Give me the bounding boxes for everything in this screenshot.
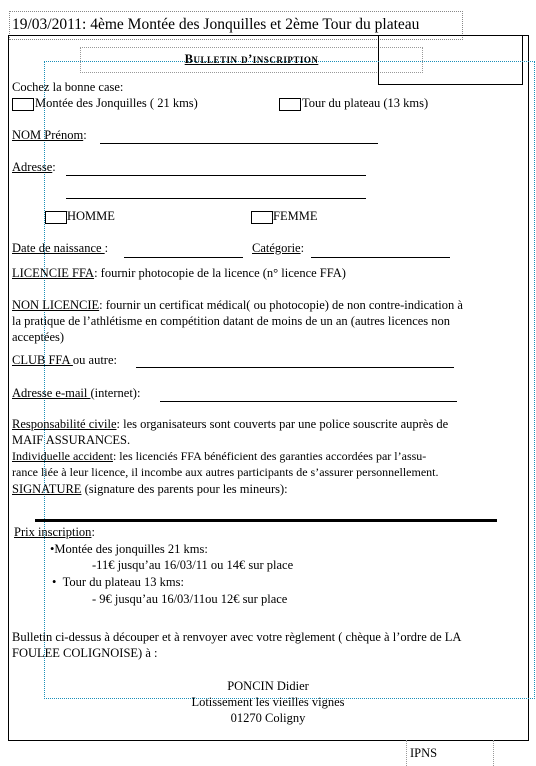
responsabilite-line-1 [12,416,448,432]
nom-label-text: NOM Prénom [12,128,84,142]
email-label [12,385,140,401]
checkbox-femme[interactable] [251,211,273,224]
categorie-label-suffix: : [300,241,305,255]
date-label-suffix: : [104,241,109,255]
non-licence-line-3: acceptées) [12,330,65,344]
adresse-field-1[interactable] [66,175,366,176]
checkbox-montee[interactable] [12,98,34,111]
address-street: Lotissement les vieilles vignes [191,695,345,709]
adresse-field-2[interactable] [66,198,366,199]
club-label-text: CLUB FFA [12,353,73,367]
bullet-icon: • [52,575,57,589]
prix-race-1-price: -11€ jusqu’au 16/03/11 ou 14€ sur place [92,558,294,572]
accident-label: Individuelle accident [12,449,113,463]
prix-race-2-price: - 9€ jusqu’au 16/03/11ou 12€ sur place [92,592,288,606]
signature-line [12,481,288,497]
accident-text-1: : les licenciés FFA bénéficient des garanties accordées par l’assu- [112,449,427,463]
licence-text: : fournir photocopie de la licence (n° licence FFA) [94,266,346,280]
adresse-label-text: Adresse [12,160,53,174]
date-label-text: Date de naissance [12,241,105,255]
adresse-label-suffix: : [52,160,56,174]
signature-text: (signature des parents pour les mineurs): [81,482,288,496]
checkbox-tour[interactable] [279,98,301,111]
accident-line-2: rance liée à leur licence, il incombe aux autres participants de s’assurer personnellement. [12,465,439,479]
envoi-line-1: Bulletin ci-dessus à découper et à renvoyer avec votre règlement ( chèque à l’ordre de LA [12,630,462,644]
responsabilite-text-1: : les organisateurs sont couverts par une police souscrite auprès de [116,417,449,431]
responsabilite-line-2: MAIF ASSURANCES. [12,433,131,447]
address-name: PONCIN Didier [227,679,309,693]
prix-race-1 [50,541,208,557]
bulletin-title: Bulletin d’inscription [184,52,319,66]
prix-label [14,524,95,540]
non-licence-line-2: la pratique de l’athlétisme en compétition datant de moins de un an (autres licences non [12,314,451,328]
nom-label [12,127,87,143]
signature-label: SIGNATURE [12,482,82,496]
checkbox-homme[interactable] [45,211,67,224]
categorie-label [252,240,304,256]
choice-intro: Cochez la bonne case: [12,80,124,94]
licence-label: LICENCIE FFA [12,266,95,280]
nom-field[interactable] [100,143,378,144]
envoi-line-2: FOULEE COLIGNOISE) à : [12,646,158,660]
option-tour-label: Tour du plateau (13 kms) [302,96,429,110]
club-label-suffix: ou autre: [72,353,117,367]
adresse-label [12,159,56,175]
bullet-icon: • [50,542,55,556]
club-field[interactable] [136,367,454,368]
club-label [12,352,117,368]
signature-field[interactable] [35,519,497,522]
prix-label-suffix: : [91,525,95,539]
page-title: 19/03/2011: 4ème Montée des Jonquilles et 2ème Tour du plateau [12,16,420,33]
address-city: 01270 Coligny [230,711,306,725]
ipns-label: IPNS [410,746,438,760]
prix-race-1-label: Montée des jonquilles 21 kms: [54,542,208,556]
responsabilite-label: Responsabilité civile [12,417,117,431]
date-field[interactable] [124,257,243,258]
non-licence-label: NON LICENCIE [12,298,100,312]
option-montee-label: Montée des Jonquilles ( 21 kms) [35,96,198,110]
categorie-label-text: Catégorie [252,241,301,255]
prix-race-2-label: Tour du plateau 13 kms: [62,575,184,589]
licence-line [12,265,346,281]
non-licence-text-1: : fournir un certificat médical( ou photocopie) de non contre-indication à [99,298,463,312]
prix-race-2 [52,574,184,590]
homme-label: HOMME [67,209,115,223]
accident-line-1 [12,448,426,464]
email-label-text: Adresse e-mail [12,386,91,400]
date-label [12,240,108,256]
non-licence-line-1 [12,297,463,313]
prix-label-text: Prix inscription [14,525,92,539]
email-label-suffix: (internet): [90,386,141,400]
email-field[interactable] [160,401,457,402]
femme-label: FEMME [273,209,318,223]
nom-label-suffix: : [83,128,87,142]
categorie-field[interactable] [311,257,450,258]
